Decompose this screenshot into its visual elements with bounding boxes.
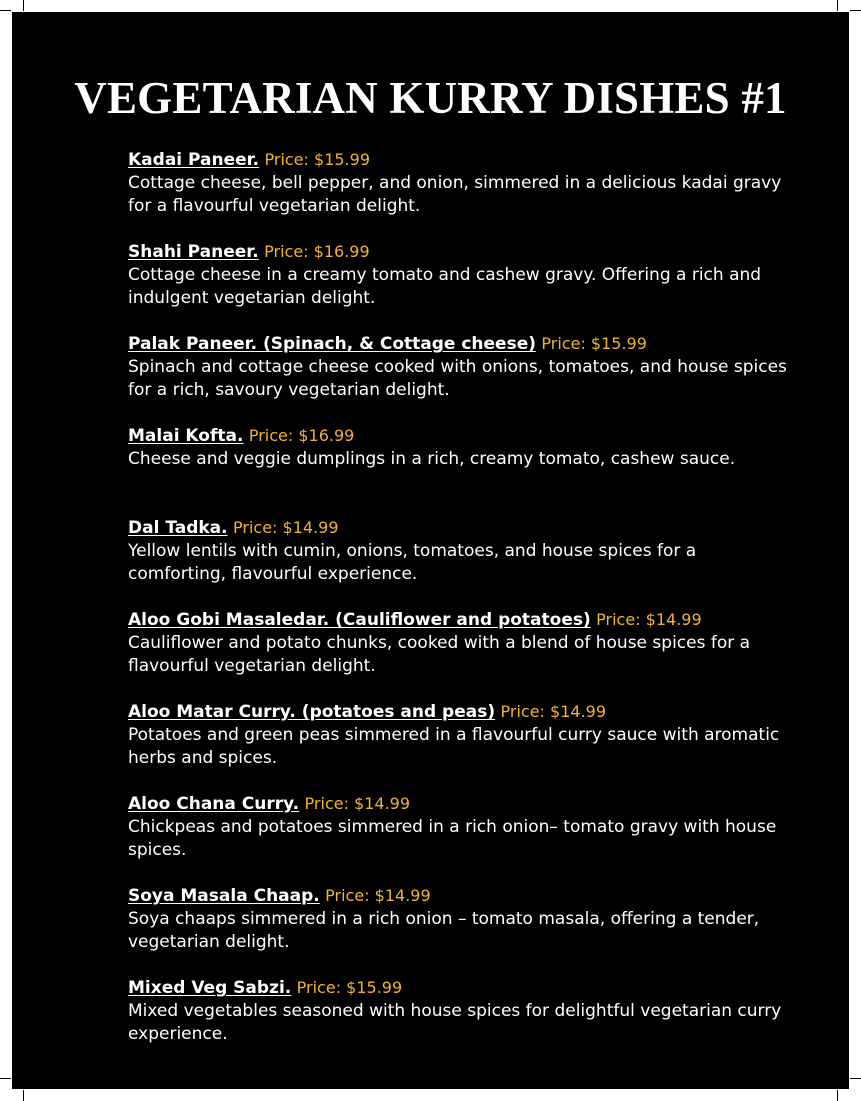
crop-mark — [23, 0, 24, 11]
menu-item — [128, 700, 788, 792]
crop-mark — [0, 10, 11, 11]
dish-name: Aloo Matar Curry. (potatoes and peas) — [128, 702, 496, 722]
dish-name: Shahi Paneer. — [128, 242, 259, 262]
dish-description: Potatoes and green peas simmered in a flavourful curry sauce with aromatic herbs and spices. — [128, 725, 780, 768]
menu-item — [128, 884, 788, 976]
menu-item — [128, 332, 788, 424]
dish-price: Price: $15.99 — [264, 150, 370, 169]
menu-page — [12, 12, 849, 1089]
dish-name: Dal Tadka. — [128, 518, 228, 538]
dish-price: Price: $15.99 — [296, 978, 403, 997]
dish-price: Price: $14.99 — [304, 794, 411, 813]
dish-name: Kadai Paneer. — [128, 150, 260, 170]
dish-description: Soya chaaps simmered in a rich onion – tomato masala, offering a tender, vegetarian delight. — [128, 909, 760, 952]
dish-description: Yellow lentils with cumin, onions, tomatoes, and house spices for a comforting, flavourful experience. — [128, 541, 697, 584]
crop-mark — [23, 1090, 24, 1101]
menu-item — [128, 608, 788, 700]
dish-price: Price: $14.99 — [500, 702, 607, 721]
dish-price: Price: $16.99 — [248, 426, 355, 445]
dish-name: Soya Masala Chaap. — [128, 886, 320, 906]
menu-item — [128, 976, 788, 1068]
crop-mark — [837, 1090, 838, 1101]
dish-price: Price: $16.99 — [264, 242, 370, 261]
crop-mark — [837, 0, 838, 11]
dish-description: Cheese and veggie dumplings in a rich, creamy tomato, cashew sauce. — [128, 449, 736, 469]
dish-description: Cauliflower and potato chunks, cooked with a blend of house spices for a flavourful vegetarian delight. — [128, 633, 751, 676]
crop-mark — [0, 1078, 11, 1079]
dish-description: Chickpeas and potatoes simmered in a rich onion– tomato gravy with house spices. — [128, 817, 777, 860]
dish-description: Mixed vegetables seasoned with house spices for delightful vegetarian curry experience. — [128, 1001, 782, 1044]
dish-name: Mixed Veg Sabzi. — [128, 978, 292, 998]
menu-list — [128, 148, 788, 1068]
dish-price: Price: $15.99 — [541, 334, 647, 353]
menu-item — [128, 240, 788, 332]
dish-description: Cottage cheese, bell pepper, and onion, simmered in a delicious kadai gravy for a flavourful vegetarian delight. — [128, 173, 782, 216]
dish-price: Price: $14.99 — [233, 518, 339, 537]
dish-price: Price: $14.99 — [325, 886, 431, 905]
dish-price: Price: $14.99 — [596, 610, 702, 629]
page-title: VEGETARIAN KURRY DISHES #1 — [74, 73, 787, 123]
menu-item — [128, 516, 788, 608]
dish-name: Aloo Chana Curry. — [128, 794, 300, 814]
dish-name: Aloo Gobi Masaledar. (Cauliflower and potatoes) — [128, 610, 591, 630]
menu-item — [128, 424, 788, 516]
crop-mark — [850, 1078, 861, 1079]
menu-item — [128, 148, 788, 240]
crop-mark — [850, 10, 861, 11]
dish-name: Palak Paneer. (Spinach, & Cottage cheese) — [128, 334, 537, 354]
dish-description: Cottage cheese in a creamy tomato and cashew gravy. Offering a rich and indulgent vegetarian delight. — [128, 265, 762, 308]
dish-description: Spinach and cottage cheese cooked with onions, tomatoes, and house spices for a rich, savoury vegetarian delight. — [128, 357, 787, 400]
dish-name: Malai Kofta. — [128, 426, 244, 446]
menu-item — [128, 792, 788, 884]
